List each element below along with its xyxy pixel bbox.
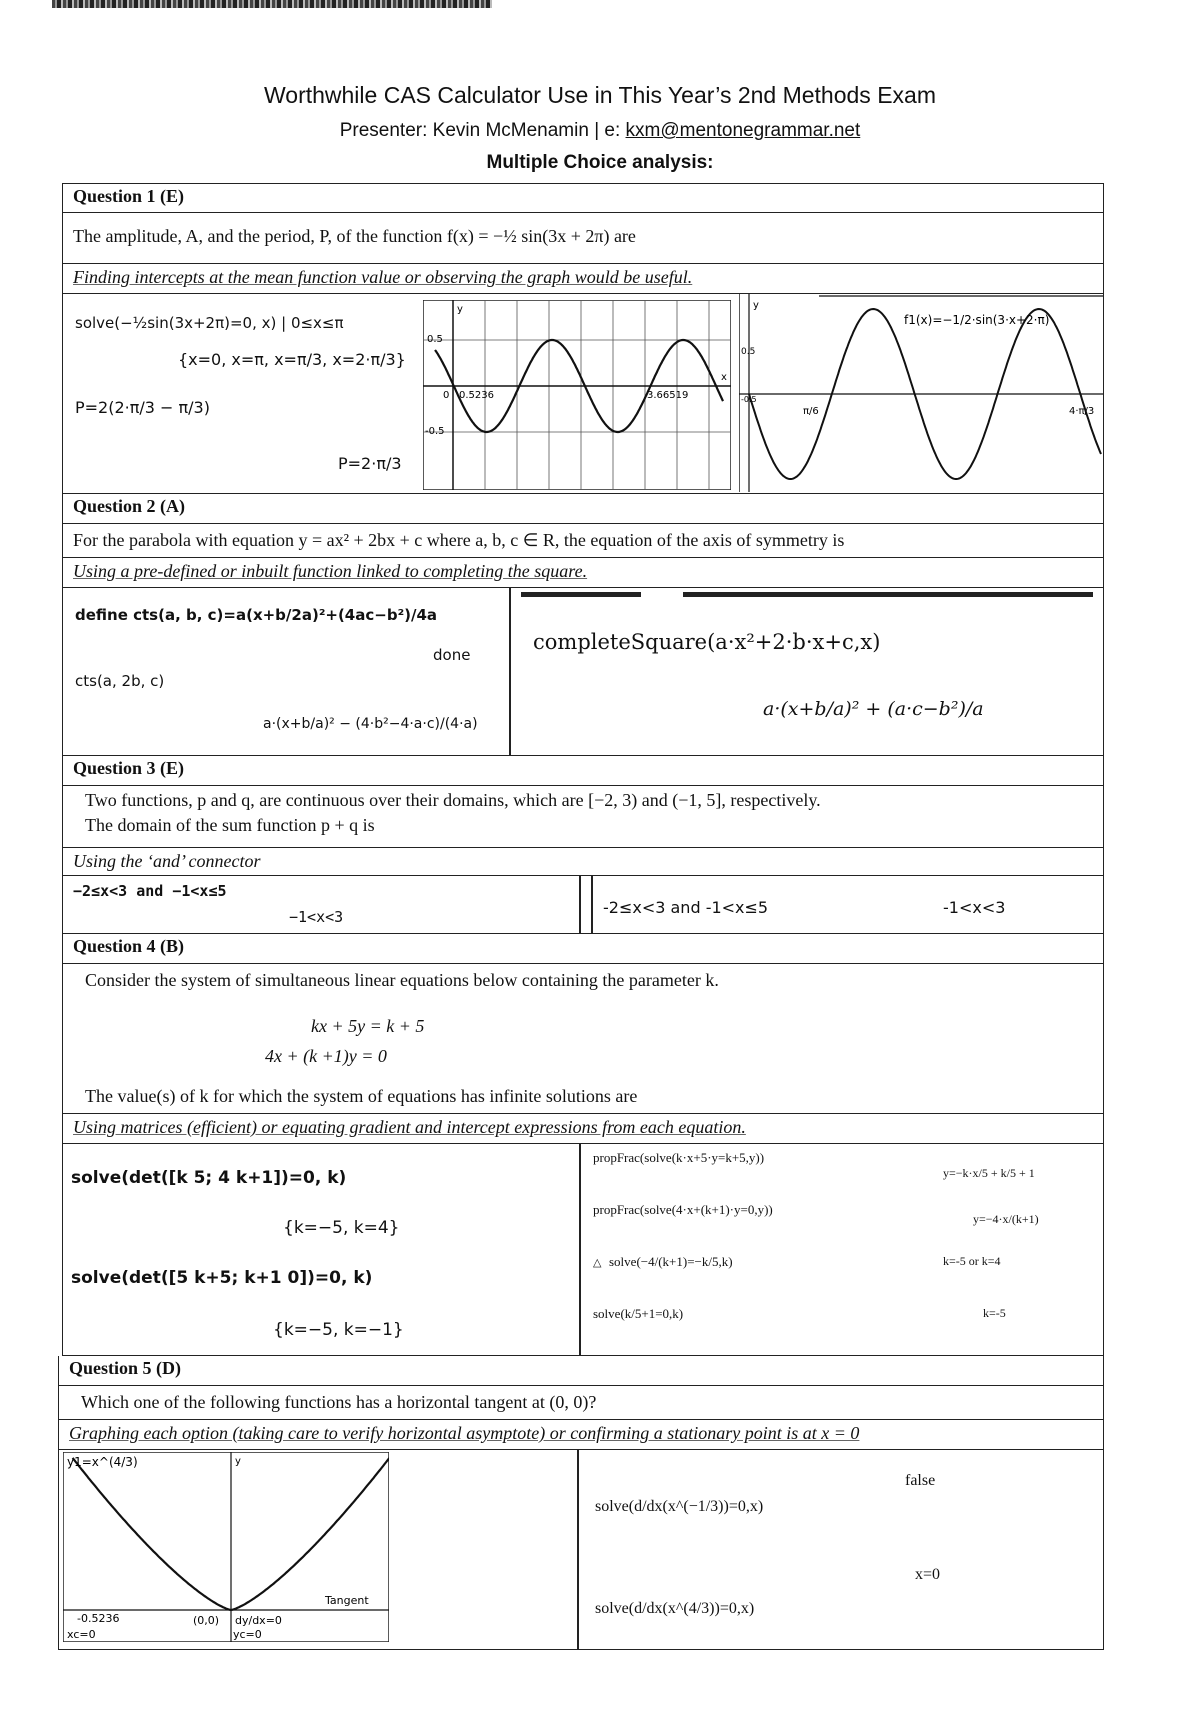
q4-divider <box>579 1144 581 1356</box>
q1-nspire-fn: f1(x)=−1/2·sin(3·x+2·π) <box>904 313 1050 327</box>
q2-text: For the parabola with equation y = ax² + 2bx + c where a, b, c ∈ R, the equation of the axis of symmetry is <box>73 530 845 550</box>
q3-left-result: −1<x<3 <box>289 908 344 926</box>
q4-result2: {k=−5, k=−1} <box>273 1320 404 1340</box>
q5-method: Graphing each option (taking care to verify horizontal asymptote) or confirming a stationary point is at x = 0 <box>69 1423 860 1443</box>
presenter-line <box>0 120 1200 142</box>
q4-r-res2: y=−4·x/(k+1) <box>973 1212 1039 1226</box>
q3-method-row <box>62 848 1104 876</box>
q4-work-row <box>62 1144 1104 1356</box>
q4-heading-row <box>62 934 1104 964</box>
q3-divider-2 <box>591 876 593 934</box>
q1-nspire-x2: 4·π/3 <box>1069 406 1095 417</box>
q2-define-cmd: define cts(a, b, c)=a(x+b/2a)²+(4ac−b²)/4a <box>75 606 438 624</box>
q1-p-expr: P=2(2·π/3 − π/3) <box>75 398 210 417</box>
q1-solve-result: {x=0, x=π, x=π/3, x=2·π/3} <box>178 350 406 369</box>
q1-heading: Question 1 (E) <box>73 186 185 206</box>
q4-eq2: 4x + (k +1)y = 0 <box>265 1046 387 1066</box>
q5-graph-xc: xc=0 <box>67 1628 96 1641</box>
q1-graph-x1: 0.5236 <box>459 390 494 401</box>
q3-left-cmd: −2≤x<3 and −1<x≤5 <box>73 882 227 900</box>
page-title: Worthwhile CAS Calculator Use in This Year’s 2nd Methods Exam <box>263 82 936 108</box>
q1-graph-x2: 3.66519 <box>647 390 689 401</box>
q4-r-cmd1: propFrac(solve(k·x+5·y=k+5,y)) <box>593 1150 765 1165</box>
q2-cs-cmd: completeSquare(a·x²+2·b·x+c,x) <box>533 630 881 654</box>
q4-heading: Question 4 (B) <box>73 936 185 956</box>
q1-nspire-graph <box>739 294 1103 492</box>
scan-artifact <box>52 0 492 8</box>
q1-nspire-yneg: -0.5 <box>741 395 757 404</box>
q3-text-row <box>62 786 1104 848</box>
q3-work-row <box>62 876 1104 934</box>
q3-right-result: -1<x<3 <box>943 898 1006 917</box>
q1-nspire-x1: π/6 <box>803 406 819 417</box>
q5-text: Which one of the following functions has a horizontal tangent at (0, 0)? <box>81 1392 597 1412</box>
q2-done: done <box>433 646 471 664</box>
q4-text-row <box>62 964 1104 1114</box>
q2-divider <box>509 588 511 756</box>
q5-solve1: solve(d/dx(x^(−1/3))=0,x) <box>595 1498 764 1515</box>
q2-cs-result: a·(x+b/a)² + (a·c−b²)/a <box>763 698 984 720</box>
q1-text: The amplitude, A, and the period, P, of the function f(x) = −½ sin(3x + 2π) are <box>73 226 636 246</box>
q1-graph-ypos: 0.5 <box>427 334 443 345</box>
q5-graph-yc: yc=0 <box>233 1628 262 1641</box>
q5-text-row <box>58 1386 1104 1420</box>
q5-graph-ylabel: y <box>235 1456 241 1467</box>
q3-heading: Question 3 (E) <box>73 758 185 778</box>
q5-graph-fn: y1=x^(4/3) <box>67 1455 138 1469</box>
q5-solve2: solve(d/dx(x^(4/3))=0,x) <box>595 1600 755 1617</box>
q5-result1: false <box>905 1472 936 1489</box>
q3-text2: The domain of the sum function p + q is <box>85 815 375 835</box>
q1-nspire-ypos: 0.5 <box>741 347 756 357</box>
q4-solve2: solve(det([5 k+5; k+1 0])=0, k) <box>71 1268 373 1288</box>
q4-r-cmd3: solve(−4/(k+1)=−k/5,k) <box>609 1254 733 1269</box>
q2-cas-topbar <box>521 592 641 597</box>
q1-solve-cmd: solve(−½sin(3x+2π)=0, x) | 0≤x≤π <box>75 314 344 332</box>
q1-graph-xlabel: x <box>721 372 727 383</box>
q2-work-row <box>62 588 1104 756</box>
q1-p-result: P=2·π/3 <box>338 454 402 473</box>
presenter-label: Presenter: Kevin McMenamin | e: <box>339 120 626 141</box>
q3-right-cmd: -2≤x<3 and -1<x≤5 <box>603 898 769 917</box>
q5-graph-tangent: Tangent <box>325 1594 369 1607</box>
q4-text1: Consider the system of simultaneous linear equations below containing the parameter k. <box>85 970 719 990</box>
section-subtitle: Multiple Choice analysis: <box>486 152 714 173</box>
q5-heading-row <box>58 1356 1104 1386</box>
q4-text2: The value(s) of k for which the system of equations has infinite solutions are <box>85 1086 638 1106</box>
q5-graph-screen <box>63 1452 389 1642</box>
q2-cas-topbar-2 <box>683 592 1093 597</box>
q1-heading-row <box>62 183 1104 213</box>
q3-heading-row <box>62 756 1104 786</box>
q1-text-row <box>62 212 1104 264</box>
q5-work-row <box>58 1450 1104 1650</box>
q4-method: Using matrices (efficient) or equating gradient and intercept expressions from each equation. <box>73 1117 746 1137</box>
q2-method-row <box>62 558 1104 588</box>
q2-cts-result: a·(x+b/a)² − (4·b²−4·a·c)/(4·a) <box>263 716 478 732</box>
q2-cts-call: cts(a, 2b, c) <box>75 672 165 690</box>
q4-result1: {k=−5, k=4} <box>283 1218 400 1238</box>
q1-work-row <box>62 294 1104 494</box>
q4-r-res1: y=−k·x/5 + k/5 + 1 <box>943 1166 1035 1180</box>
q1-nspire-ylabel: y <box>753 300 759 311</box>
q3-method: Using the ‘and’ connector <box>73 851 261 871</box>
q1-graph-yneg: -0.5 <box>425 426 445 437</box>
q4-solve1: solve(det([k 5; 4 k+1])=0, k) <box>71 1168 347 1188</box>
q5-divider <box>577 1450 579 1650</box>
q1-graph-zero: 0 <box>443 390 450 401</box>
q4-eq1: kx + 5y = k + 5 <box>311 1016 425 1036</box>
q5-graph-dydx: dy/dx=0 <box>235 1614 282 1627</box>
q1-method: Finding intercepts at the mean function value or observing the graph would be useful. <box>73 267 693 287</box>
q4-r-cmd4: solve(k/5+1=0,k) <box>593 1306 684 1321</box>
q5-graph-pt: (0,0) <box>193 1614 220 1627</box>
q5-method-row <box>58 1420 1104 1450</box>
q5-result2: x=0 <box>915 1566 941 1583</box>
q2-heading-row <box>62 494 1104 524</box>
q4-r-res3: k=-5 or k=4 <box>943 1254 1001 1268</box>
q4-r-cmd2: propFrac(solve(4·x+(k+1)·y=0,y)) <box>593 1202 773 1217</box>
q3-divider <box>579 876 581 934</box>
q4-method-row <box>62 1114 1104 1144</box>
email-link[interactable]: kxm@mentonegrammar.net <box>625 120 861 141</box>
q2-method: Using a pre-defined or inbuilt function linked to completing the square. <box>73 561 588 581</box>
q5-heading: Question 5 (D) <box>69 1358 181 1378</box>
q4-warning-icon: △ <box>593 1257 602 1269</box>
q1-method-row <box>62 264 1104 294</box>
q4-r-res4: k=-5 <box>983 1306 1006 1320</box>
q2-heading: Question 2 (A) <box>73 496 185 516</box>
q3-text1: Two functions, p and q, are continuous over their domains, which are [−2, 3) and (−1, 5], respectively. <box>85 790 821 810</box>
q5-graph-xval: -0.5236 <box>77 1612 120 1625</box>
q1-graph-ylabel: y <box>457 304 463 315</box>
q2-text-row <box>62 524 1104 558</box>
q1-graph-screen <box>423 300 731 490</box>
